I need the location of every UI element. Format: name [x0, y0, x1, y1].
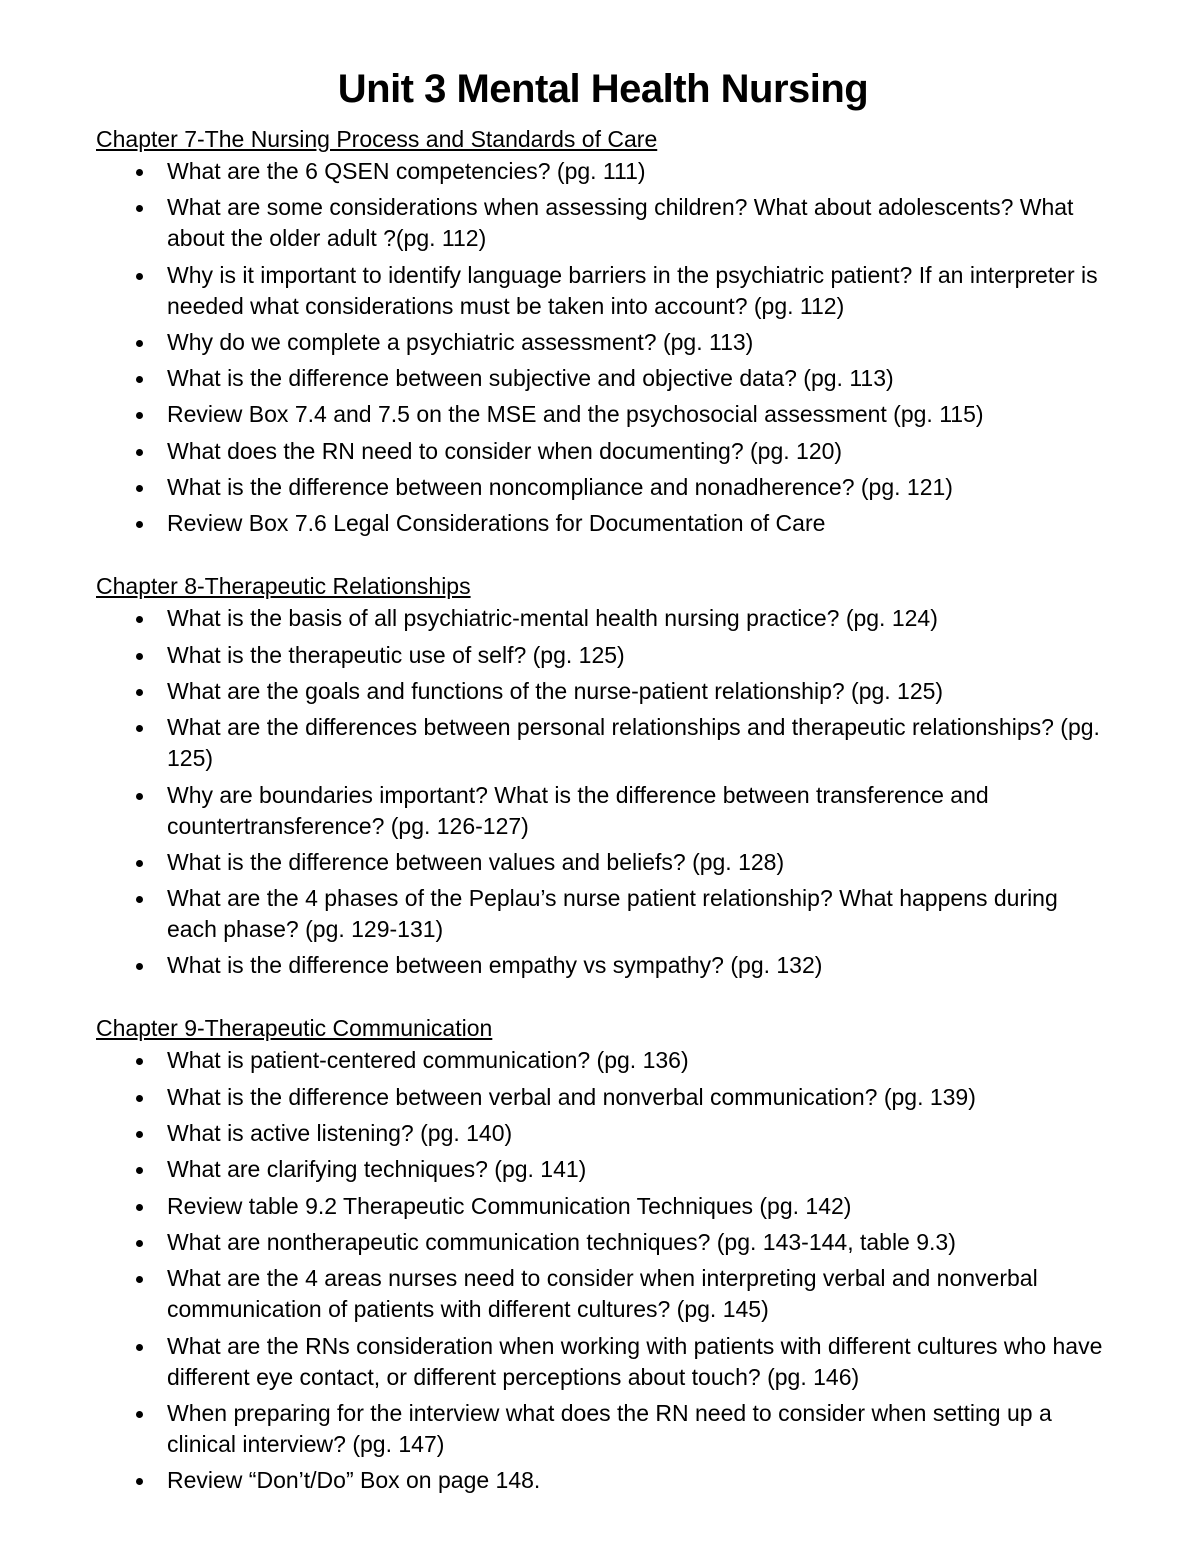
question-text: What is the difference between subjective and objective data? (pg. 113): [167, 365, 894, 392]
question-text: What is the difference between verbal and nonverbal communication? (pg. 139): [167, 1083, 976, 1110]
question-text: Why is it important to identify language barriers in the psychiatric patient? If an interpreter is needed what considerations must be taken into account? (pg. 112): [167, 261, 1098, 319]
question-text: Review “Don’t/Do” Box on page 148.: [167, 1467, 541, 1494]
bullet-icon: [136, 449, 143, 456]
list-item: [96, 1045, 1110, 1076]
question-list: [96, 1045, 1110, 1496]
list-item: [96, 1118, 1110, 1149]
bullet-icon: [136, 616, 143, 623]
chapter-list: [96, 124, 1110, 1496]
question-text: What are the RNs consideration when working with patients with different cultures who have different eye contact, or different perceptions about touch? (pg. 146): [167, 1332, 1103, 1390]
bullet-icon: [136, 1131, 143, 1138]
question-text: What are the 4 areas nurses need to consider when interpreting verbal and nonverbal communication of patients with different cultures? (pg. 145): [167, 1265, 1038, 1323]
bullet-icon: [136, 1276, 143, 1283]
bullet-icon: [136, 376, 143, 383]
question-text: What are the differences between personal relationships and therapeutic relationships? (pg. 125): [167, 714, 1100, 772]
chapter-heading: Chapter 8-Therapeutic Relationships: [96, 573, 471, 600]
list-item: [96, 1154, 1110, 1185]
list-item: [96, 1082, 1110, 1113]
list-item: [96, 603, 1110, 634]
list-item: [96, 640, 1110, 671]
bullet-icon: [136, 860, 143, 867]
list-item: [96, 1331, 1110, 1393]
bullet-icon: [136, 1058, 143, 1065]
question-text: What is the difference between empathy vs sympathy? (pg. 132): [167, 952, 823, 979]
chapter-section: [96, 124, 1110, 539]
list-item: [96, 156, 1110, 187]
bullet-icon: [136, 896, 143, 903]
question-list: [96, 603, 1110, 981]
bullet-icon: [136, 1411, 143, 1418]
question-list: [96, 156, 1110, 539]
bullet-icon: [136, 963, 143, 970]
question-text: Why do we complete a psychiatric assessment? (pg. 113): [167, 328, 754, 355]
question-text: What are nontherapeutic communication techniques? (pg. 143-144, table 9.3): [167, 1228, 956, 1255]
bullet-icon: [136, 1204, 143, 1211]
list-item: [96, 1263, 1110, 1325]
question-text: What are the goals and functions of the nurse-patient relationship? (pg. 125): [167, 677, 944, 704]
bullet-icon: [136, 412, 143, 419]
question-text: What are the 4 phases of the Peplau’s nurse patient relationship? What happens during each phase? (pg. 129-131): [167, 885, 1058, 943]
bullet-icon: [136, 1167, 143, 1174]
list-item: [96, 1227, 1110, 1258]
chapter-section: [96, 571, 1110, 981]
question-text: What are the 6 QSEN competencies? (pg. 111): [167, 158, 646, 184]
list-item: [96, 1465, 1110, 1496]
chapter-heading: Chapter 9-Therapeutic Communication: [96, 1015, 493, 1042]
list-item: [96, 327, 1110, 358]
list-item: [96, 712, 1110, 774]
document-title: Unit 3 Mental Health Nursing: [337, 67, 869, 111]
list-item: [96, 436, 1110, 467]
list-item: [96, 950, 1110, 981]
list-item: [96, 260, 1110, 322]
bullet-icon: [136, 273, 143, 280]
question-text: What does the RN need to consider when documenting? (pg. 120): [167, 437, 843, 464]
bullet-icon: [136, 1240, 143, 1247]
list-item: [96, 780, 1110, 842]
list-item: [96, 363, 1110, 394]
question-text: What is the difference between noncompliance and nonadherence? (pg. 121): [167, 474, 953, 501]
bullet-icon: [136, 793, 143, 800]
bullet-icon: [136, 1344, 143, 1351]
bullet-icon: [136, 485, 143, 492]
list-item: [96, 676, 1110, 707]
question-text: What is active listening? (pg. 140): [167, 1120, 513, 1147]
question-text: Review Box 7.6 Legal Considerations for Documentation of Care: [167, 510, 826, 537]
question-text: What are clarifying techniques? (pg. 141): [167, 1156, 587, 1183]
bullet-icon: [136, 689, 143, 696]
bullet-icon: [136, 653, 143, 660]
question-text: What are some considerations when assessing children? What about adolescents? What about the older adult ?(pg. 112): [167, 194, 1074, 252]
bullet-icon: [136, 1095, 143, 1102]
bullet-icon: [136, 521, 143, 528]
bullet-icon: [136, 340, 143, 347]
list-item: [96, 883, 1110, 945]
bullet-icon: [136, 1478, 143, 1485]
bullet-icon: [136, 169, 143, 176]
bullet-icon: [136, 725, 143, 732]
list-item: [96, 192, 1110, 254]
question-text: Review Box 7.4 and 7.5 on the MSE and the psychosocial assessment (pg. 115): [167, 401, 984, 428]
question-text: What is the basis of all psychiatric-mental health nursing practice? (pg. 124): [167, 605, 938, 632]
question-text: Review table 9.2 Therapeutic Communication Techniques (pg. 142): [167, 1192, 852, 1219]
list-item: [96, 399, 1110, 430]
question-text: What is the therapeutic use of self? (pg. 125): [167, 641, 625, 668]
list-item: [96, 1398, 1110, 1460]
list-item: [96, 1191, 1110, 1222]
list-item: [96, 472, 1110, 503]
question-text: Why are boundaries important? What is the difference between transference and countertransference? (pg. 126-127): [167, 781, 989, 839]
chapter-heading: Chapter 7-The Nursing Process and Standards of Care: [96, 126, 658, 152]
chapter-section: [96, 1013, 1110, 1496]
question-text: What is patient-centered communication? (pg. 136): [167, 1047, 689, 1074]
bullet-icon: [136, 205, 143, 212]
question-text: When preparing for the interview what does the RN need to consider when setting up a clinical interview? (pg. 147): [167, 1399, 1052, 1457]
question-text: What is the difference between values and beliefs? (pg. 128): [167, 848, 785, 875]
list-item: [96, 847, 1110, 878]
list-item: [96, 508, 1110, 539]
